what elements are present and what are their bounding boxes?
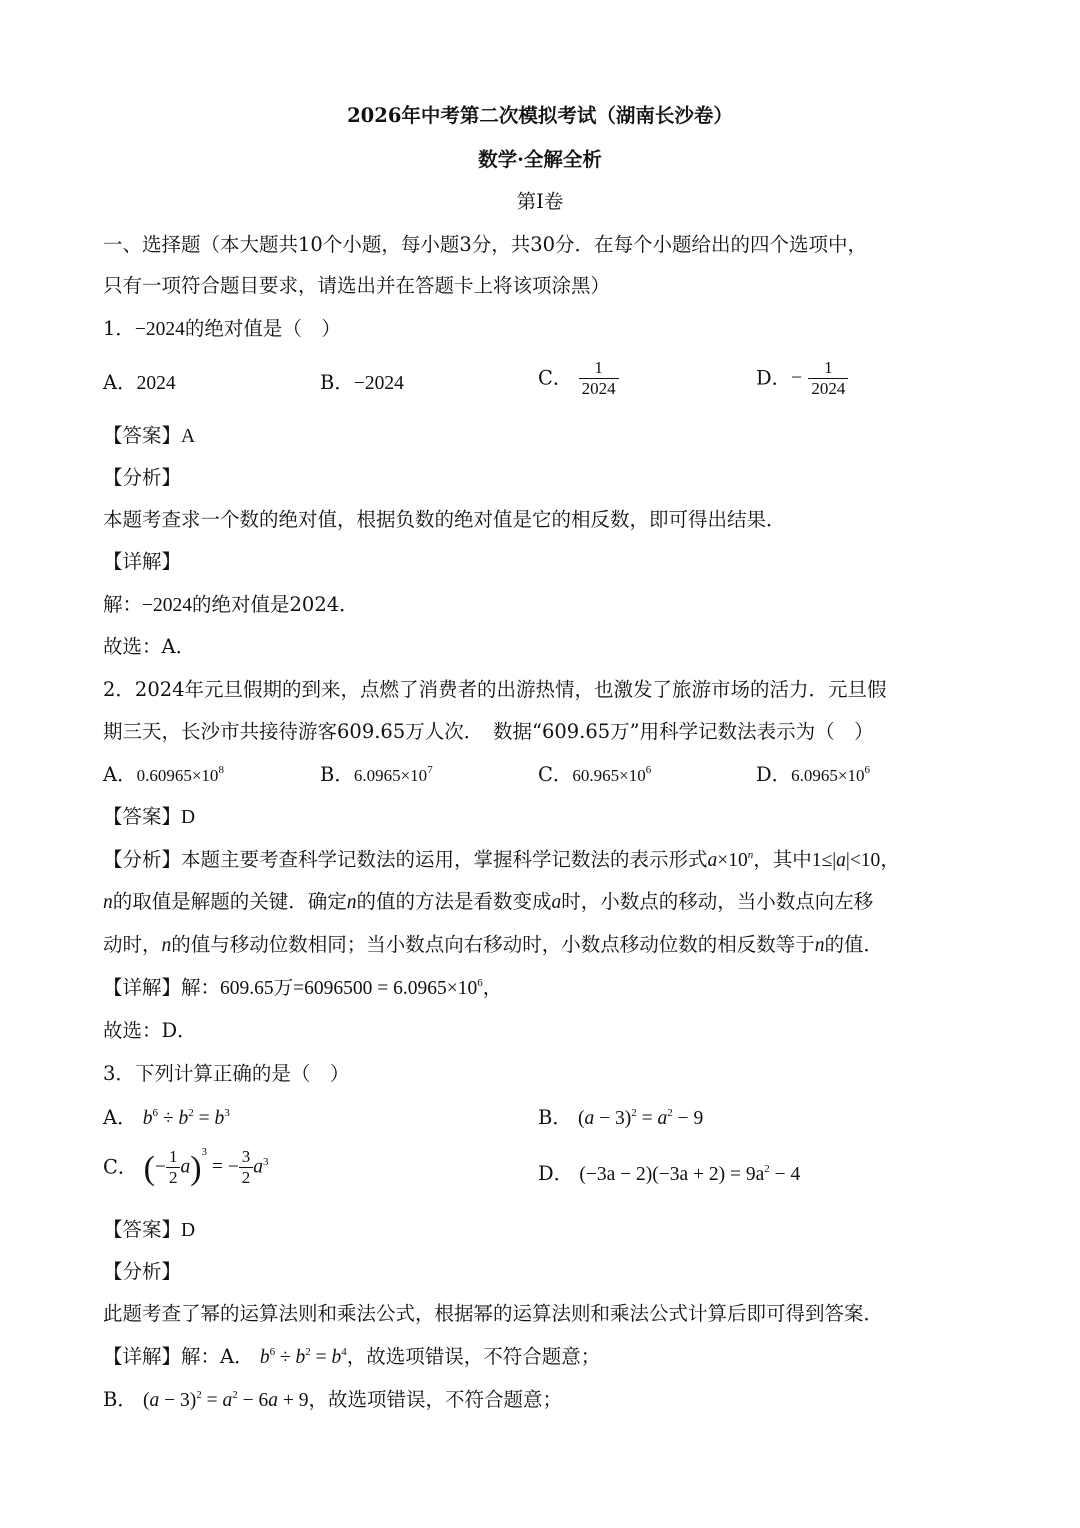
q2-option-b: B．$6.0965\times 10^7$ <box>320 763 433 786</box>
q1-answer: 【答案】A <box>103 424 196 447</box>
q2-option-d: D．$6.0965\times 10^6$ <box>756 763 870 786</box>
q3-analysis-label: 【分析】 <box>103 1260 182 1283</box>
page-subtitle: 数学·全解全析 <box>478 148 602 171</box>
q2-detail: 【详解】解：609.65万$=6096500 = 6.0965\times 10^6$， <box>103 976 503 999</box>
q3-option-a: A． $b^6 \div b^2 = b^3$ <box>103 1106 230 1129</box>
page-title: 2026年中考第二次模拟考试（湖南长沙卷） <box>347 104 733 127</box>
q3-answer: 【答案】D <box>103 1218 196 1241</box>
q2-option-c: C．$60.965\times 10^6$ <box>538 763 652 786</box>
q1-choose: 故选：A． <box>103 635 196 658</box>
q1-analysis-label: 【分析】 <box>103 466 182 489</box>
q1-detail-text: 解：−2024的绝对值是2024． <box>103 593 359 616</box>
q1-option-d-fraction: $\frac{1}{2024}$ <box>808 358 848 399</box>
q1-stem: 1．−2024的绝对值是（ ） <box>103 317 341 340</box>
q3-analysis-text: 此题考查了幂的运算法则和乘法公式，根据幂的运算法则和乘法公式计算后即可得到答案． <box>103 1302 884 1325</box>
q1-analysis-text: 本题考查求一个数的绝对值，根据负数的绝对值是它的相反数，即可得出结果． <box>103 508 786 531</box>
q3-detail-line-1: 【详解】解：A． $b^6 \div b^2 = b^4$，故选项错误，不符合题意； <box>103 1345 601 1368</box>
q1-option-b: B．−2024 <box>320 371 404 394</box>
q2-option-a: A．$0.60965\times 10^8$ <box>103 763 224 786</box>
q2-analysis-line-2: n的取值是解题的关键．确定n的值的方法是看数变成a时，小数点的移动，当小数点向左移 <box>103 890 874 913</box>
q1-option-d: D．− $\frac{1}{2024}$ <box>756 358 848 399</box>
q3-option-b: B． $(a - 3)^2 = a^2 - 9$ <box>538 1106 704 1129</box>
q3-stem: 3．下列计算正确的是（ ） <box>103 1062 350 1085</box>
q3-detail-line-2: B． $(a - 3)^2 = a^2 - 6a + 9$，故选项错误，不符合题意； <box>103 1388 563 1411</box>
q2-choose: 故选：D． <box>103 1019 197 1042</box>
section-label: 第Ⅰ卷 <box>516 190 564 213</box>
q2-analysis-line-1: 【分析】本题主要考查科学记数法的运用，掌握科学记数法的表示形式$a\times 10^n$，其中1≤|a|<10， <box>103 848 900 871</box>
q2-stem-line-1: 2．2024年元旦假期的到来，点燃了消费者的出游热情，也激发了旅游市场的活力．元旦假 <box>103 678 887 701</box>
q1-detail-label: 【详解】 <box>103 550 182 573</box>
q1-option-c: C． $\frac{1}{2024}$ <box>538 358 619 399</box>
q1-option-a: A．2024 <box>103 371 176 394</box>
q1-option-c-fraction: $\frac{1}{2024}$ <box>579 358 619 399</box>
q2-stem-line-2: 期三天，长沙市共接待游客609.65万人次． 数据“609.65万”用科学记数法表示为（ ） <box>103 720 874 743</box>
q3-option-d: D． $(-3a - 2)(-3a + 2) = 9a^2 - 4$ <box>538 1162 801 1185</box>
q2-analysis-line-3: 动时，n的值与移动位数相同；当小数点向右移动时，小数点移动位数的相反数等于n的值． <box>103 933 884 956</box>
q3-option-c: C． (− $\frac{1}{2}$ a)$^3$ = − $\frac{3}{2}$ $a^3$ <box>103 1146 269 1187</box>
instructions-line-2: 只有一项符合题目要求，请选出并在答题卡上将该项涂黑） <box>103 274 611 297</box>
instructions-line-1: 一、选择题（本大题共10个小题，每小题3分，共30分．在每个小题给出的四个选项中， <box>103 233 868 256</box>
q2-answer: 【答案】D <box>103 805 196 828</box>
